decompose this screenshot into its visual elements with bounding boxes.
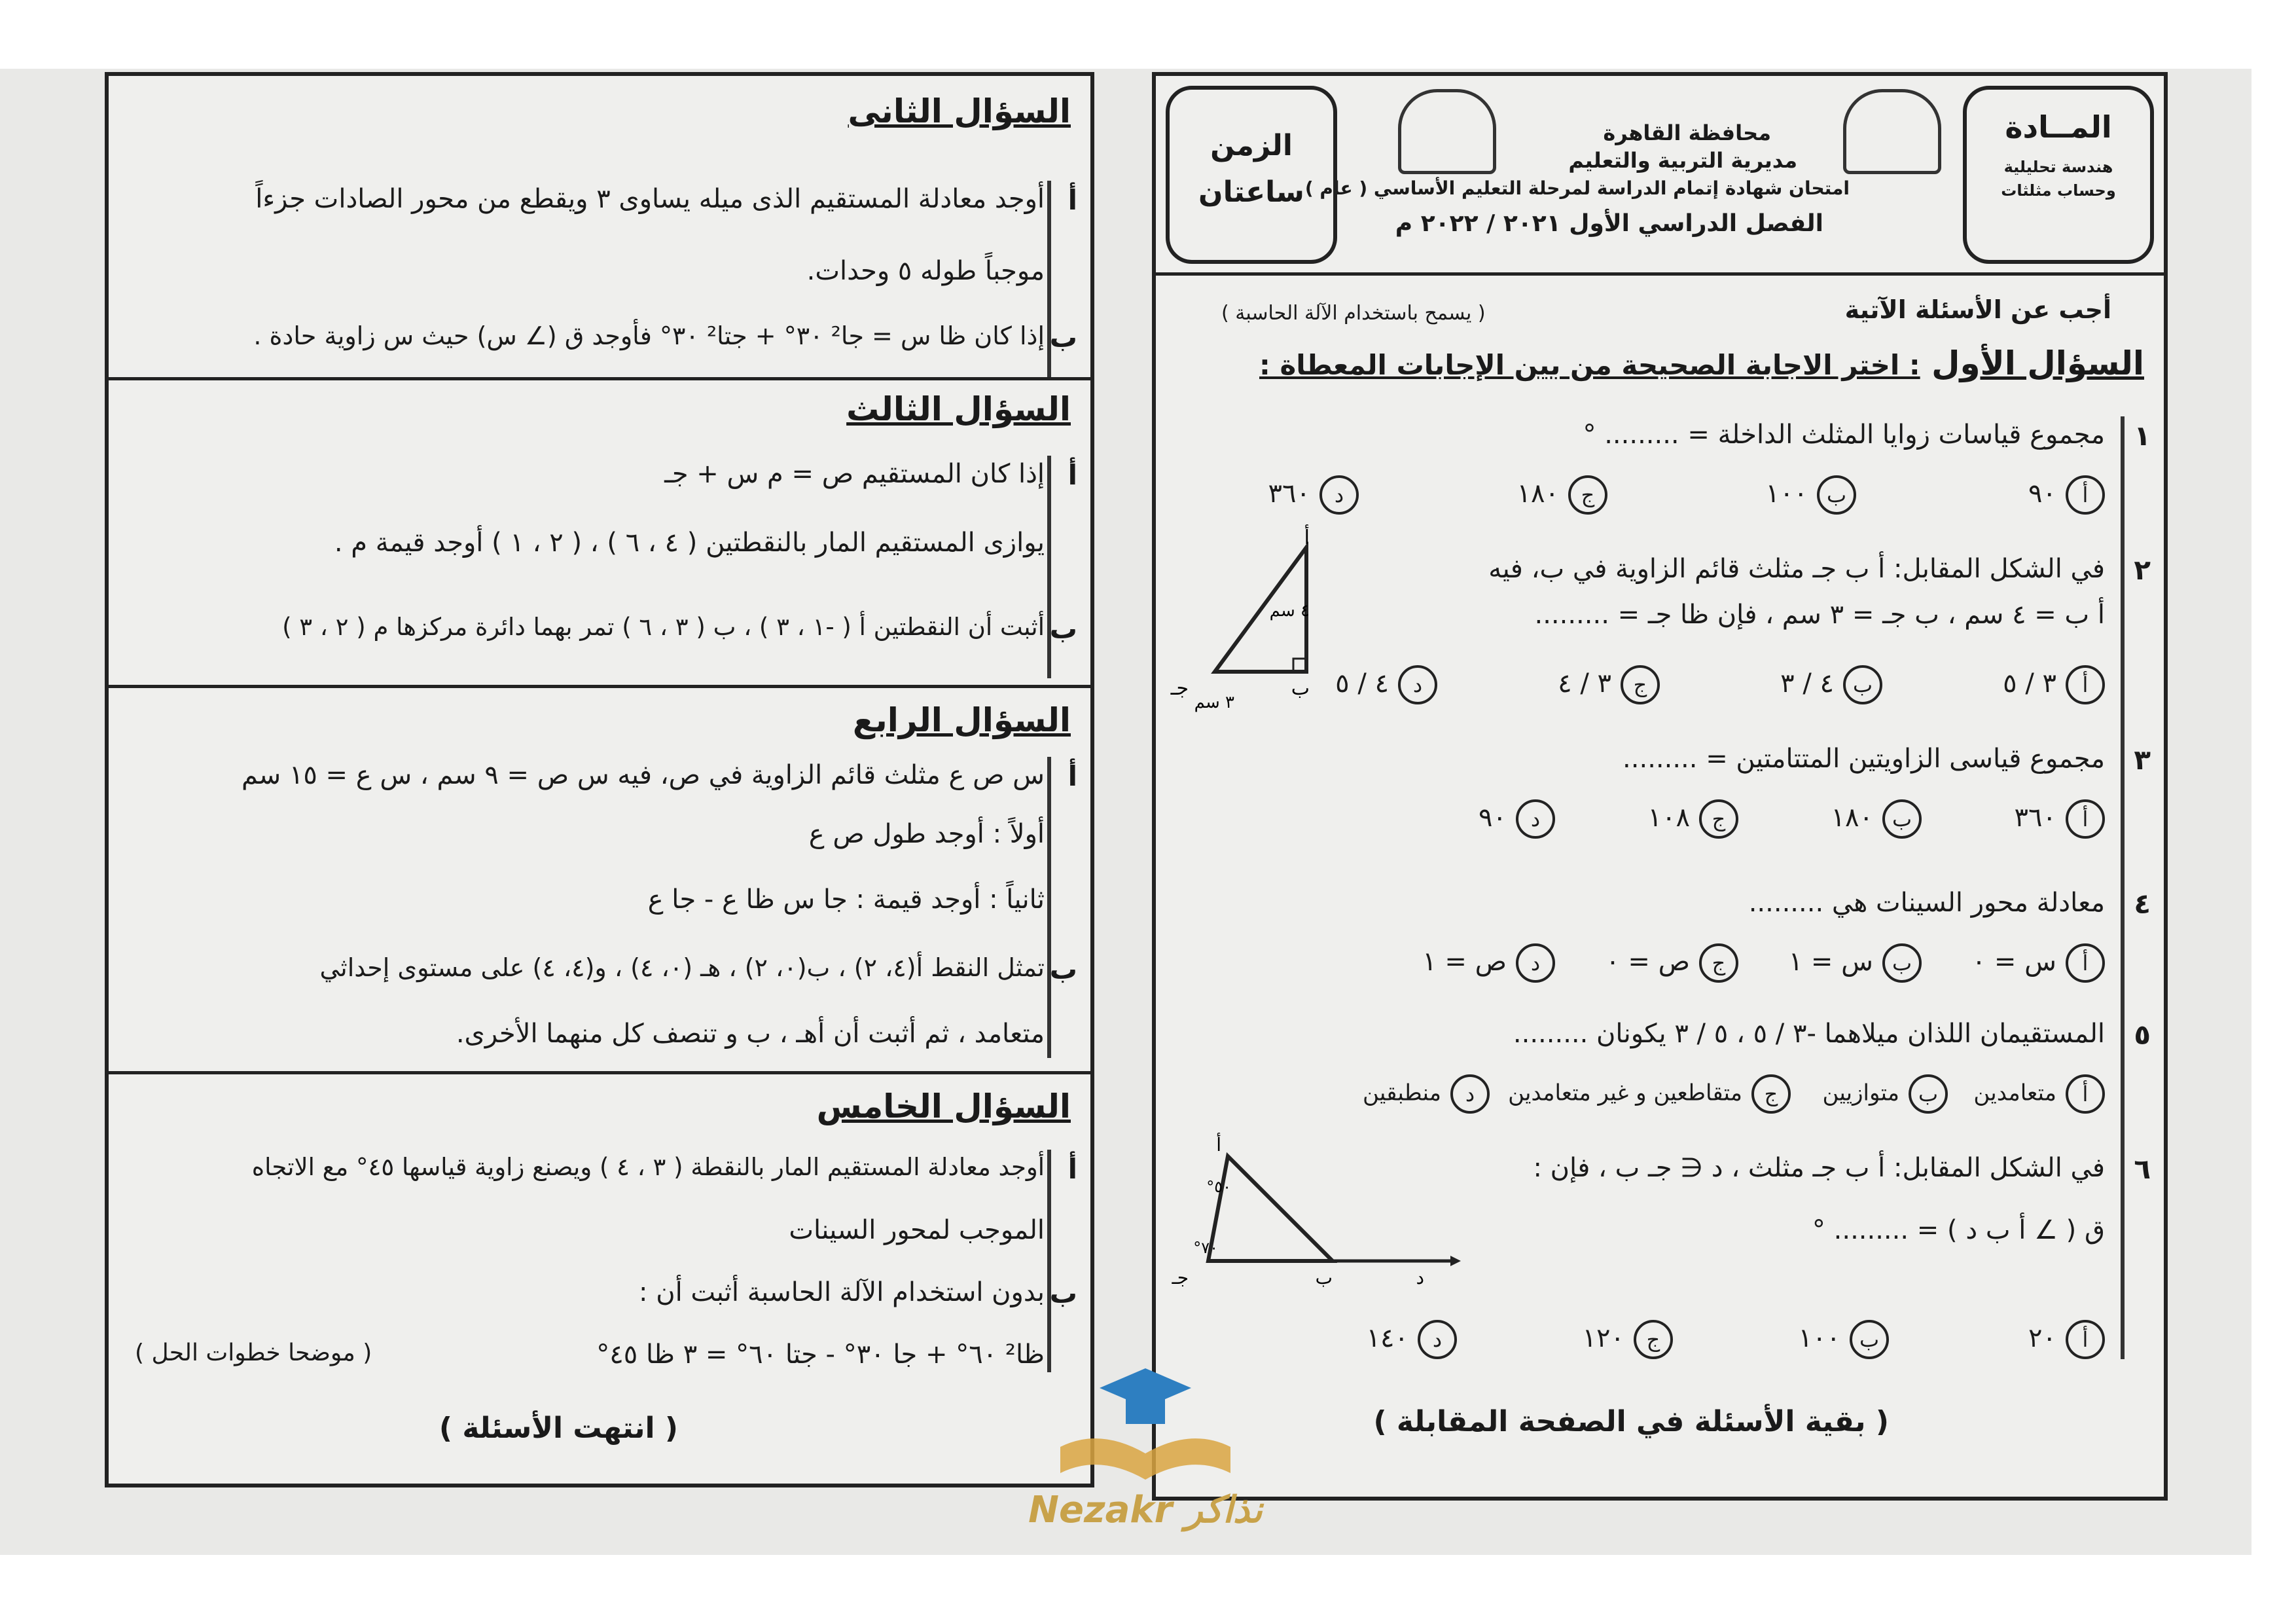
option-circle: أ (2066, 1320, 2105, 1359)
option-value: ص = ١ (1422, 947, 1507, 977)
q1-item-1-option-b (1766, 475, 1856, 515)
option-circle: ب (1882, 799, 1922, 839)
q1-item-4-option-b (1789, 943, 1922, 983)
option-value: ١٠٠ (1798, 1323, 1840, 1353)
q1-title-text: السؤال الأول (1931, 344, 2144, 382)
time-value: ساعتان (1198, 175, 1304, 209)
q2-a-label: أ (1067, 184, 1077, 216)
q1-item-6-option-a (2028, 1320, 2105, 1359)
instruction: أجب عن الأسئلة الآتية (1844, 295, 2111, 324)
q5-a-label: أ (1067, 1153, 1077, 1185)
tri1-side-ab: ٤ سم (1269, 601, 1310, 621)
option-value: منطبقين (1363, 1080, 1441, 1106)
left-page (105, 72, 1094, 1487)
subject-value-1: هندسة تحليلية (2003, 158, 2113, 176)
q5-bar (1047, 1150, 1051, 1372)
option-value: ١٠٠ (1765, 479, 1808, 509)
q4-b-label: ب (1049, 953, 1077, 985)
right-triangle-figure (1170, 521, 1333, 718)
option-value: ٣ / ٥ (2003, 668, 2056, 699)
option-circle: ب (1817, 475, 1856, 515)
q4-a-line1: س ص ع مثلث قائم الزاوية في ص، فيه س ص = ٩ سم ، س ع = ١٥ سم (241, 760, 1045, 790)
option-circle: ج (1699, 943, 1738, 983)
option-circle: د (1319, 475, 1359, 515)
exam-title: امتحان شهادة إتمام الدراسة لمرحلة التعليم الأساسي ( عام ) (1304, 177, 1850, 199)
option-circle: ب (1909, 1074, 1948, 1114)
option-circle: د (1516, 799, 1555, 839)
option-value: ٣٦٠ (1268, 479, 1310, 509)
q5-title: السؤال الخامس (816, 1087, 1071, 1125)
option-circle: ج (1751, 1074, 1791, 1114)
option-value: ١٤٠ (1366, 1323, 1408, 1353)
tri1-vertex-a: أ (1304, 526, 1310, 549)
q4-b-line2: متعامد ، ثم أثبت أن أهـ ، ب و تنصف كل منهما الأخرى. (456, 1019, 1045, 1049)
q5-b-line2: ظا² ٦٠° + جا ٣٠° - جتا ٦٠° = ٣ ظا ٤٥° (596, 1340, 1045, 1370)
q3-bar (1047, 456, 1051, 678)
q3-divider (109, 685, 1090, 688)
option-value: متوازيين (1822, 1080, 1899, 1106)
q2-title: السؤال الثانى (848, 92, 1071, 130)
q1-item-1-option-a (2028, 475, 2105, 515)
option-value: ١٨٠ (1831, 803, 1873, 833)
q1-item-3-text: مجموع قياسى الزاويتين المتتامتين = ......... (1623, 744, 2105, 774)
q1-item-2-option-a (2003, 665, 2105, 704)
q3-b-label: ب (1049, 613, 1077, 645)
directorate: مديرية التربية والتعليم (1568, 148, 1797, 173)
q5-a-line2: الموجب لمحور السينات (789, 1215, 1045, 1245)
option-value: ٢٠ (2028, 1323, 2056, 1353)
option-circle: د (1418, 1320, 1457, 1359)
option-circle: د (1398, 665, 1437, 704)
q1-title (1259, 344, 2144, 382)
option-circle: ج (1634, 1320, 1673, 1359)
subject-label: المــادة (2005, 109, 2112, 145)
option-circle: أ (2066, 475, 2105, 515)
tri2-vertex-c: جـ (1172, 1267, 1189, 1288)
q4-a-line3: ثانياً : أوجد قيمة : جا س ظا ع - جا ع (647, 884, 1045, 915)
q1-item-5-num: ٥ (2134, 1019, 2151, 1051)
q1-item-4-num: ٤ (2134, 888, 2151, 920)
option-value: ص = ٠ (1605, 947, 1690, 977)
option-circle: ب (1882, 943, 1922, 983)
q2-b-line1: إذا كان ظا س = جا² ٣٠° + جتا² ٣٠° فأوجد ق (∠ س) حيث س زاوية حادة . (253, 321, 1045, 350)
option-value: س = ٠ (1971, 947, 2056, 977)
q1-item-1-option-c (1517, 475, 1607, 515)
q2-b-label: ب (1049, 321, 1077, 354)
ministry-logo-icon (1843, 89, 1941, 174)
option-value: ١٠٨ (1647, 803, 1690, 833)
q1-item-6-option-c (1583, 1320, 1673, 1359)
q1-item-3-option-b (1831, 799, 1922, 839)
option-circle: أ (2066, 799, 2105, 839)
tri2-vertex-a: أ (1216, 1134, 1221, 1156)
graduation-book-icon (1047, 1362, 1244, 1486)
calculator-note: ( يسمح باستخدام الآلة الحاسبة ) (1221, 302, 1486, 325)
q1-item-3-option-a (2015, 799, 2105, 839)
q1-item-1-option-d (1268, 475, 1359, 515)
q4-divider (109, 1071, 1090, 1074)
option-value: ٤ / ٥ (1335, 668, 1389, 699)
tri1-side-bc: ٣ سم (1194, 693, 1234, 712)
option-value: ٣ / ٤ (1558, 668, 1611, 699)
tri2-vertex-b: ب (1315, 1267, 1333, 1288)
option-value: متعامدين (1973, 1080, 2056, 1106)
end-note: ( انتهت الأسئلة ) (439, 1412, 678, 1445)
option-circle: ج (1568, 475, 1607, 515)
continue-note: ( بقية الأسئلة في الصفحة المقابلة ) (1373, 1405, 1889, 1438)
q1-item-6-text2: ق ( ∠ أ ب د ) = ......... ° (1812, 1215, 2105, 1245)
option-circle: ب (1843, 665, 1882, 704)
time-box (1166, 86, 1337, 264)
tri2-angle-a: ٥٠° (1206, 1178, 1231, 1196)
q2-a-line1: أوجد معادلة المستقيم الذى ميله يساوى ٣ ويقطع من محور الصادات جزءاً (255, 184, 1045, 214)
q4-a-label: أ (1067, 760, 1077, 792)
q4-bar (1047, 757, 1051, 1058)
q1-item-6-text: في الشكل المقابل: أ ب جـ مثلث ، د ∈ جـ ب ، فإن : (1533, 1153, 2105, 1183)
option-value: ٩٠ (1479, 803, 1507, 833)
q1-item-1-num: ١ (2134, 420, 2151, 452)
option-value: ٣٦٠ (2014, 803, 2056, 833)
tri1-vertex-b: ب (1291, 677, 1310, 700)
time-label: الزمن (1210, 129, 1293, 162)
q1-item-2-text2: أ ب = ٤ سم ، ب جـ = ٣ سم ، فإن ظا جـ = ......... (1534, 600, 2105, 630)
q5-a-line1: أوجد معادلة المستقيم المار بالنقطة ( ٣ ، ٤ ) ويصنع زاوية قياسها ٤٥° مع الاتجاه (251, 1153, 1045, 1181)
tri2-point-d: د (1416, 1267, 1424, 1288)
q1-item-1-text: مجموع قياسات زوايا المثلث الداخلة = ......... ° (1583, 420, 2105, 450)
option-circle: ج (1621, 665, 1660, 704)
subject-value-2: وحساب مثلثات (2001, 181, 2116, 200)
governorate: محافظة القاهرة (1603, 120, 1771, 145)
q1-item-4-option-a (1972, 943, 2105, 983)
q1-item-5-option-b (1822, 1074, 1948, 1114)
option-circle: ج (1699, 799, 1738, 839)
q3-a-line1: إذا كان المستقيم ص = م س + جـ (664, 459, 1045, 489)
term: الفصل الدراسي الأول ٢٠٢١ / ٢٠٢٢ م (1395, 210, 1823, 237)
q1-item-6-option-d (1367, 1320, 1457, 1359)
option-circle: أ (2066, 665, 2105, 704)
option-value: س = ١ (1788, 947, 1873, 977)
right-page (1152, 72, 2168, 1501)
q3-title: السؤال الثالث (846, 390, 1071, 428)
option-circle: د (1450, 1074, 1490, 1114)
tri1-vertex-c: جـ (1170, 677, 1189, 700)
q5-b-label: ب (1049, 1277, 1077, 1309)
q1-item-3-option-d (1479, 799, 1555, 839)
q4-title: السؤال الرابع (852, 701, 1071, 739)
tri2-angle-c: ٧٠° (1193, 1239, 1218, 1257)
q1-bar (2121, 416, 2125, 1359)
q1-item-4-option-c (1605, 943, 1738, 983)
q1-subtitle: : اختر الاجابة الصحيحة من بين الإجابات المعطاة : (1259, 349, 1920, 381)
option-circle: د (1516, 943, 1555, 983)
triangle-exterior-angle-figure (1172, 1134, 1463, 1288)
q1-item-2-option-c (1558, 665, 1660, 704)
q1-item-6-option-b (1799, 1320, 1889, 1359)
q1-item-5-option-a (1973, 1074, 2105, 1114)
q4-b-line1: تمثل النقط أ(٤، ٢) ، ب(٠، ٢) ، هـ (٠، ٤) ، و(٤، ٤) على مستوى إحداثي (319, 953, 1045, 982)
option-value: ٤ / ٣ (1780, 668, 1834, 699)
option-value: ٩٠ (2028, 479, 2056, 509)
q4-a-line2: أولاً : أوجد طول ص ع (808, 819, 1045, 849)
q1-item-5-text: المستقيمان اللذان ميلاهما -٣ / ٥ ، ٥ / ٣ يكونان ......... (1513, 1019, 2105, 1049)
q1-item-2-text: في الشكل المقابل: أ ب جـ مثلث قائم الزاوية في ب، فيه (1488, 554, 2105, 584)
subject-box (1963, 86, 2154, 264)
q1-item-2-option-d (1335, 665, 1437, 704)
q1-item-4-text: معادلة محور السينات هي ......... (1748, 888, 2105, 918)
option-value: متقاطعين و غير متعامدين (1508, 1080, 1742, 1106)
q5-b-note: ( موضحا خطوات الحل ) (135, 1340, 372, 1366)
ministry-logo-icon (1398, 89, 1496, 174)
q2-a-line2: موجباً طوله ٥ وحدات. (806, 256, 1045, 286)
q2-divider (109, 377, 1090, 380)
q1-item-2-option-b (1780, 665, 1882, 704)
option-value: ١٢٠ (1582, 1323, 1624, 1353)
q5-b-line1: بدون استخدام الآلة الحاسبة أثبت أن : (639, 1277, 1045, 1307)
nezakr-watermark (1008, 1362, 1283, 1558)
q3-a-label: أ (1067, 459, 1077, 491)
q1-item-3-option-c (1648, 799, 1738, 839)
header-divider (1156, 272, 2164, 276)
option-circle: أ (2066, 1074, 2105, 1114)
q1-item-5-option-d (1363, 1074, 1490, 1114)
option-circle: ب (1850, 1320, 1889, 1359)
q1-item-2-num: ٢ (2134, 554, 2151, 586)
watermark-text: Nezakr نذاكر (1028, 1489, 1263, 1531)
q3-a-line2: يوازى المستقيم المار بالنقطتين ( ٤ ، ٦ ) ، ( ٢ ، ١ ) أوجد قيمة م . (334, 528, 1045, 558)
q1-item-3-num: ٣ (2134, 744, 2151, 776)
q1-item-6-num: ٦ (2134, 1153, 2151, 1185)
q3-b-line1: أثبت أن النقطتين أ ( -١ ، ٣ ) ، ب ( ٣ ، ٦ ) تمر بهما دائرة مركزها م ( ٢ ، ٣ ) (282, 613, 1045, 641)
q1-item-4-option-d (1422, 943, 1555, 983)
option-circle: أ (2066, 943, 2105, 983)
q1-item-5-option-c (1508, 1074, 1791, 1114)
option-value: ١٨٠ (1516, 479, 1559, 509)
